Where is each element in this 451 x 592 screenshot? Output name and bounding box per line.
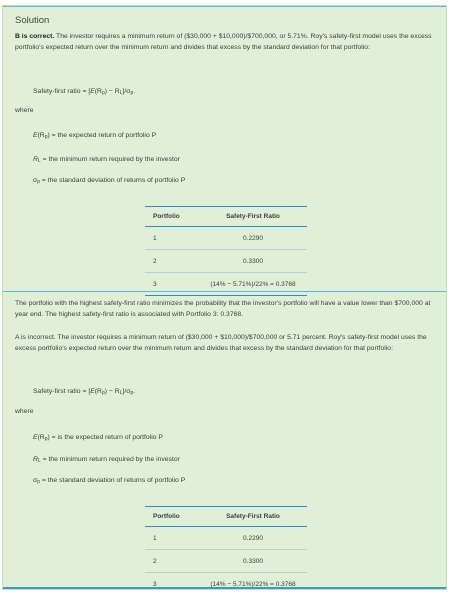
b-verdict: B is correct.: [15, 33, 55, 40]
def-expected-return-1: $E(R_p)$ = the expected return of portfolio P: [33, 132, 157, 140]
top-divider: [3, 6, 446, 7]
b-explanation: [15, 31, 435, 53]
where-label-1: where: [15, 107, 34, 114]
table-row: 3 (14% − 5.71%)/22% = 0.3768: [145, 573, 307, 591]
table-row: 1 0.2290: [145, 527, 307, 550]
solution-panel: [2, 5, 447, 590]
def-expected-return-2: $E(R_p)$ = is the expected return of portfolio P: [33, 434, 163, 442]
col-header-portfolio: Portfolio: [145, 207, 199, 227]
table-row: 2 0.3300: [145, 550, 307, 573]
a-explanation: A is incorrect. The investor requires a minimum return of ($30,000 + $10,000)/$700,000 or 5.71 percent. Roy's safety-first model uses the excess portfolio's expected return over the minimum return and divides that excess by the standard deviation for that portfolio:: [15, 334, 427, 353]
def-std-dev-2: $\sigma_p$ = the standard deviation of returns of portfolio P: [33, 477, 186, 485]
table-row: 1 0.2290: [145, 227, 307, 250]
b-text: The investor requires a minimum return of ($30,000 + $10,000)/$700,000, or 5.71%. Roy's safety-first model uses the excess portfolio's expected return over the minimum return and divides that excess by the standard deviation for that portfolio:: [15, 33, 432, 52]
where-label-2: where: [15, 408, 34, 415]
bottom-divider: [3, 587, 446, 589]
def-std-dev-1: $\sigma_p$ = the standard deviation of returns of portfolio P: [33, 177, 186, 185]
col-header-portfolio: Portfolio: [145, 507, 199, 527]
def-min-return-1: $R_L$ = the minimum return required by the investor: [33, 156, 180, 164]
def-min-return-2: $R_L$ = the minimum return required by the investor: [33, 456, 180, 464]
col-header-sfr: Safety-First Ratio: [199, 207, 307, 227]
section-divider: [3, 291, 446, 292]
col-header-sfr: Safety-First Ratio: [199, 507, 307, 527]
formula-1: Safety-first ratio = $[E(R_p) - R_L]/\sigma_p$.: [33, 88, 136, 96]
table-row: 3 (14% − 5.71%)/22% = 0.3768: [145, 273, 307, 296]
formula-2: Safety-first ratio = $[E(R_p) - R_L]/\sigma_p$.: [33, 388, 136, 396]
solution-heading: Solution: [15, 15, 50, 26]
sfr-table-1: [145, 206, 307, 296]
conclusion-text: The portfolio with the highest safety-first ratio minimizes the probability that the investor's portfolio will have a value lower than $700,000 at year end. The highest safety-first ratio is associated with Portfolio 3: 0.3768.: [15, 300, 431, 319]
sfr-table-2: [145, 506, 307, 590]
table-row: 2 0.3300: [145, 250, 307, 273]
